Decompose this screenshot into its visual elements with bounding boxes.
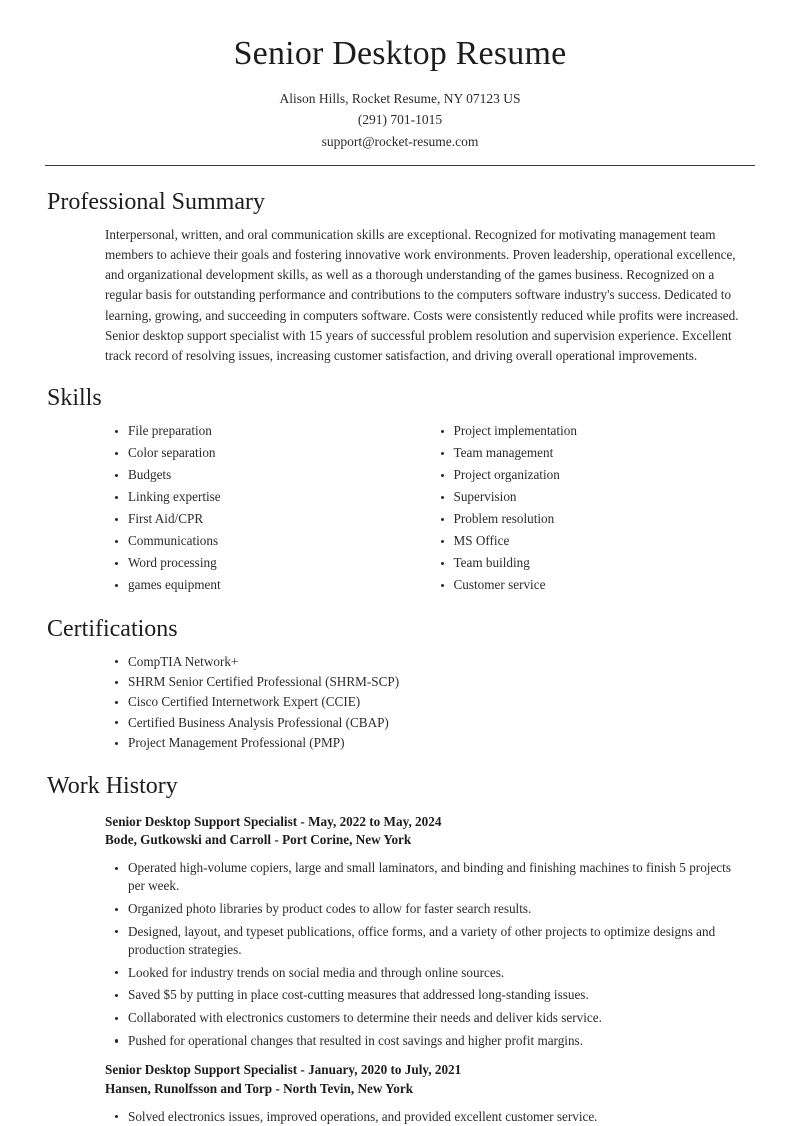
skills-column-right [430,422,756,598]
list-item: Budgets [105,466,430,484]
section-certifications [0,615,800,752]
list-item: Collaborated with electronics customers to determine their needs and deliver kids service. [105,1009,755,1027]
list-item: MS Office [431,532,756,550]
list-item: Team building [431,554,756,572]
list-item: Problem resolution [431,510,756,528]
work-history-entry [47,813,755,1050]
header-divider [45,165,755,166]
skills-column-left [105,422,430,598]
list-item: Supervision [431,488,756,506]
list-item: Project implementation [431,422,756,440]
contact-phone: (291) 701-1015 [357,112,443,128]
resume-header [0,0,800,152]
job-title: Senior Desktop Support Specialist - January, 2020 to July, 2021 [105,1062,462,1078]
section-heading-skills: Skills [47,385,102,412]
section-professional-summary [0,188,800,366]
list-item: Saved $5 by putting in place cost-cutting measures that addressed long-standing issues. [105,986,755,1004]
section-work-history [0,772,800,1126]
list-item: SHRM Senior Certified Professional (SHRM-SCP) [105,673,755,691]
contact-email: support@rocket-resume.com [321,133,479,149]
list-item: Organized photo libraries by product codes to allow for faster search results. [105,900,755,918]
list-item: Cisco Certified Internetwork Expert (CCIE) [105,693,755,711]
page-title: Senior Desktop Resume [233,35,567,72]
section-heading-certifications: Certifications [47,616,178,642]
list-item: games equipment [105,576,430,594]
section-heading-work-history: Work History [47,772,178,799]
job-responsibilities [105,859,755,1050]
list-item: Communications [105,532,430,550]
list-item: Color separation [105,444,430,462]
job-responsibilities [105,1108,755,1126]
list-item: Pushed for operational changes that resulted in cost savings and higher profit margins. [105,1032,755,1050]
job-bullet-list [105,859,755,1050]
job-title: Senior Desktop Support Specialist - May, 2022 to May, 2024 [105,813,442,829]
section-skills [0,384,800,598]
professional-summary-text: Interpersonal, written, and oral communication skills are exceptional. Recognized for motivating management team members to achieve their goals and fostering innovative work environments. Proven leadership, operational excellence, and organizational development skills, as well as a thorough understanding of the games business. Recognized on a regular basis for outstanding performance and contributions to the computers software industry's success. Dedicated to learning, growing, and succeeding in computers software. Costs were consistently reduced while profits were increased. Senior desktop support specialist with 15 years of successful problem resolution and supervision experience. Excellent track record of resolving issues, increasing customer satisfaction, and driving overall operational improvements. [105,226,739,364]
job-company: Bode, Gutkowski and Carroll - Port Corine, New York [105,832,412,848]
list-item: Solved electronics issues, improved operations, and provided excellent customer service. [105,1108,755,1126]
list-item: Designed, layout, and typeset publications, office forms, and a variety of other projects to optimize designs and production strategies. [105,923,755,959]
professional-summary-body [47,225,755,366]
skills-list-right [431,422,756,594]
list-item: Word processing [105,554,430,572]
list-item: Customer service [431,576,756,594]
list-item: CompTIA Network+ [105,653,755,671]
skills-list-left [105,422,430,594]
list-item: Project Management Professional (PMP) [105,734,755,752]
work-history-entry [47,1061,755,1126]
contact-address: Alison Hills, Rocket Resume, NY 07123 US [279,91,521,107]
section-heading-professional-summary: Professional Summary [47,189,265,216]
list-item: Certified Business Analysis Professional (CBAP) [105,714,755,732]
list-item: Looked for industry trends on social media and through online sources. [105,964,755,982]
list-item: Operated high-volume copiers, large and small laminators, and binding and finishing machines to finish 5 projects per week. [105,859,755,895]
list-item: Team management [431,444,756,462]
certifications-body [47,653,755,752]
list-item: Linking expertise [105,488,430,506]
list-item: Project organization [431,466,756,484]
job-bullet-list [105,1108,755,1126]
certifications-list [105,653,755,752]
skills-columns [47,422,755,598]
job-company: Hansen, Runolfsson and Torp - North Tevin, New York [105,1080,414,1096]
list-item: File preparation [105,422,430,440]
list-item: First Aid/CPR [105,510,430,528]
